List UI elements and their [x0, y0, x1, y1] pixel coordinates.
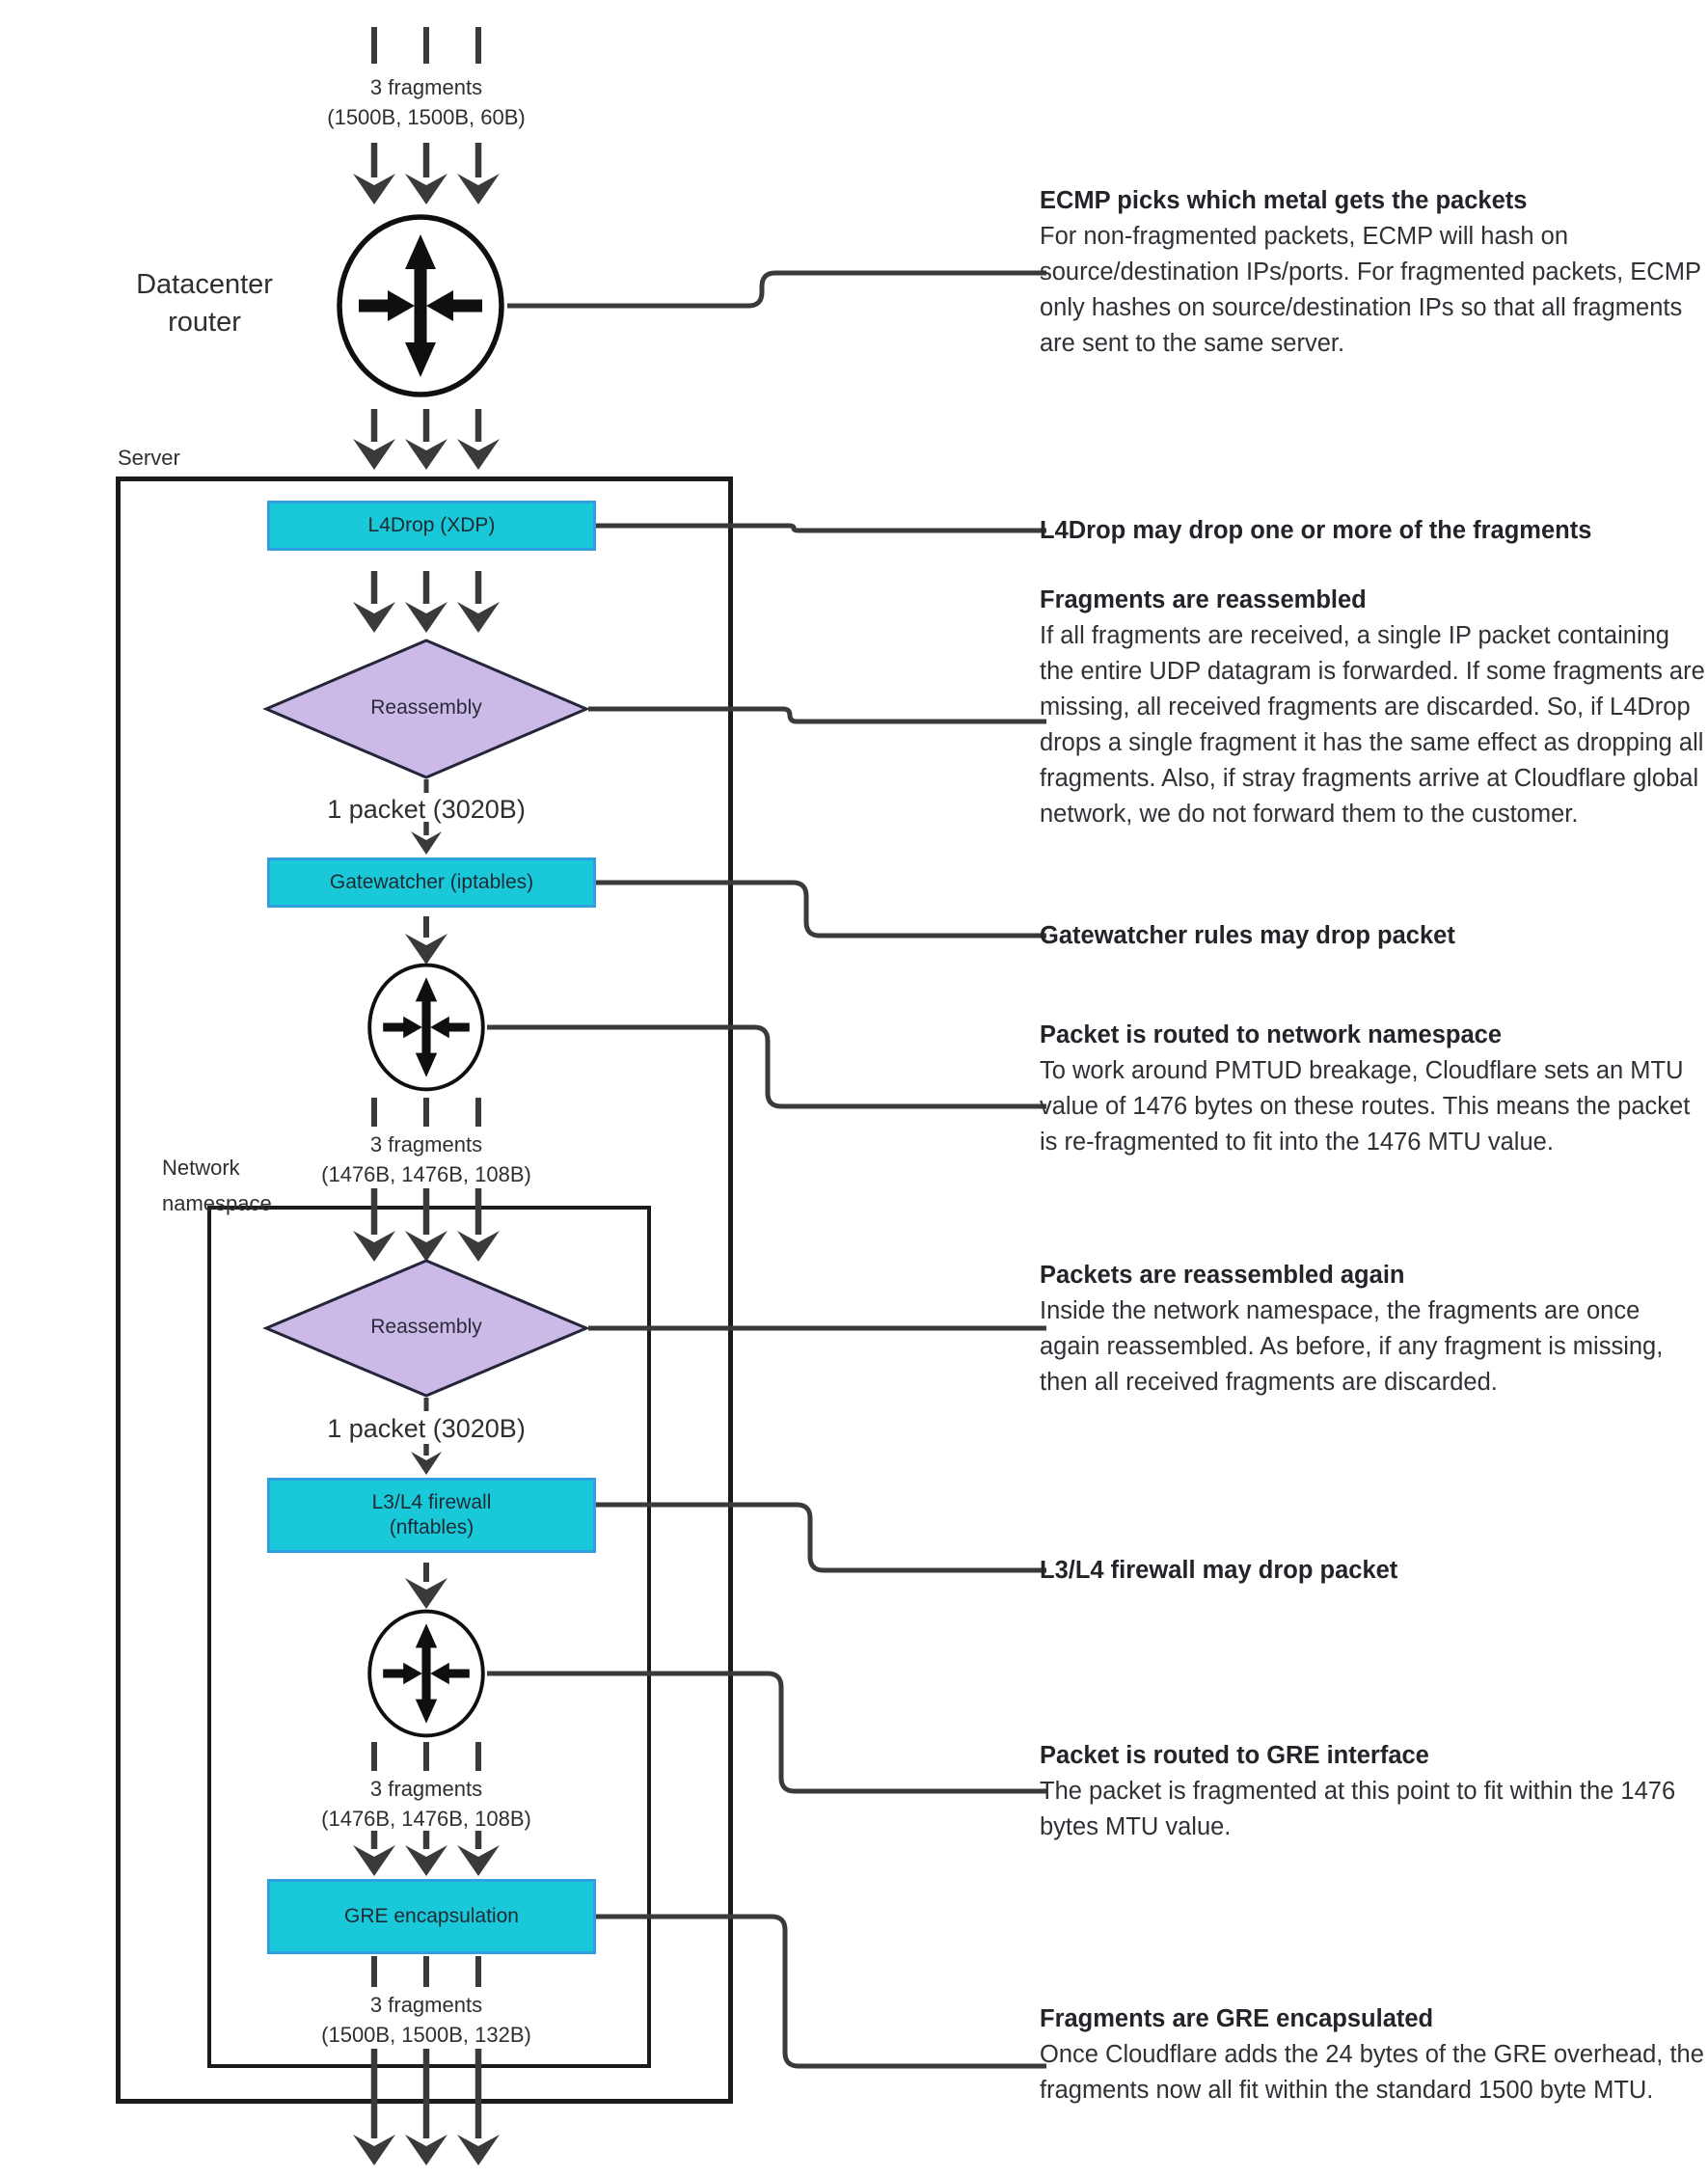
- packet-ticks-mid: [371, 1098, 481, 1127]
- gre-in-fragments-sizes: (1476B, 1476B, 108B): [321, 1807, 531, 1831]
- packet-arrow-to-netns-router: [405, 916, 447, 965]
- connector-gre-encap: [596, 1917, 1046, 2066]
- annotation-title: Fragments are GRE encapsulated: [1040, 2005, 1434, 2032]
- annotation-ecmp: [1040, 183, 1705, 362]
- l4drop-box: [267, 501, 596, 551]
- fragment-arrows-to-server: [353, 409, 500, 470]
- annotation-firewall: [1040, 1553, 1705, 1589]
- gre-box: [267, 1879, 596, 1954]
- server-label: Server: [118, 446, 180, 470]
- top-fragments-count: 3 fragments: [369, 75, 483, 99]
- connector-ecmp: [507, 273, 1046, 306]
- annotation-body: If all fragments are received, a single IP packet containing the entire UDP datagram is forwarded. If some fragments are missing, all received fragments are discarded. So, if L4Drop drops a single fragment it has the same effect as dropping all fragments. Also, if stray fragments arrive at Cloudflare global network, we do not forward them to the customer.: [1040, 622, 1705, 828]
- fragment-arrows-to-router: [353, 143, 500, 204]
- annotation-body: Inside the network namespace, the fragments are once again reassembled. As before, if any fragment is missing, then all received fragments are discarded.: [1040, 1297, 1664, 1396]
- network-namespace-label: Network namespace: [162, 1156, 272, 1215]
- annotation-title: Gatewatcher rules may drop packet: [1040, 922, 1455, 949]
- gatewatcher-box: [267, 857, 596, 908]
- mid-fragments-count: 3 fragments: [369, 1132, 483, 1157]
- annotation-gre-encap: [1040, 2001, 1705, 2109]
- annotation-title: Packet is routed to GRE interface: [1040, 1742, 1429, 1769]
- annotation-l4drop: [1040, 513, 1705, 549]
- packet-ticks-low: [371, 1742, 481, 1771]
- annotation-title: L4Drop may drop one or more of the fragments: [1040, 517, 1592, 544]
- firewall-box: [267, 1478, 596, 1553]
- routing-icon-2: [369, 1612, 483, 1736]
- bottom-fragments-count: 3 fragments: [369, 1993, 483, 2017]
- gatewatcher-label: Gatewatcher (iptables): [329, 871, 534, 893]
- annotation-gre-route: [1040, 1738, 1705, 1845]
- l4drop-label: L4Drop (XDP): [367, 514, 496, 536]
- annotation-body: The packet is fragmented at this point to fit within the 1476 bytes MTU value.: [1040, 1778, 1676, 1840]
- annotation-body: Once Cloudflare adds the 24 bytes of the GRE overhead, the fragments now all fit within the standard 1500 byte MTU.: [1040, 2041, 1704, 2104]
- annotation-title: Fragments are reassembled: [1040, 586, 1367, 613]
- datacenter-router-icon: [339, 217, 502, 395]
- packet-arrow-to-gre-router: [405, 1563, 447, 1609]
- reassembly2-label: Reassembly: [370, 1316, 482, 1338]
- annotation-title: Packet is routed to network namespace: [1040, 1021, 1502, 1048]
- annotation-body: For non-fragmented packets, ECMP will hash on source/destination IPs/ports. For fragmented packets, ECMP only hashes on source/destination IPs so that all fragments are sent to the same server.: [1040, 223, 1701, 357]
- top-fragments-sizes: (1500B, 1500B, 60B): [327, 105, 526, 129]
- annotation-reassembled-again: [1040, 1258, 1705, 1401]
- connector-gatewatcher: [594, 883, 1046, 936]
- annotation-title: Packets are reassembled again: [1040, 1262, 1405, 1289]
- fragment-arrows-exit: [353, 2049, 500, 2165]
- connector-l4drop: [594, 526, 1046, 531]
- annotation-netns-route: [1040, 1018, 1705, 1160]
- packet2-label: 1 packet (3020B): [327, 1414, 526, 1443]
- gre-in-fragments-count: 3 fragments: [369, 1777, 483, 1801]
- reassembly1-label: Reassembly: [370, 696, 482, 719]
- packet-arrow-to-firewall: [411, 1444, 442, 1475]
- bottom-fragments-sizes: (1500B, 1500B, 132B): [321, 2023, 531, 2047]
- connector-firewall: [594, 1505, 1046, 1570]
- annotation-body: To work around PMTUD breakage, Cloudflare sets an MTU value of 1476 bytes on these routes. This means the packet is re-fragmented to fit into the 1476 MTU value.: [1040, 1057, 1691, 1156]
- connector-reassembly1: [588, 709, 1046, 721]
- fragment-arrows-to-reassembly: [353, 571, 500, 633]
- fragment-arrows-into-namespace: [353, 1188, 500, 1262]
- firewall-label-line2: (nftables): [389, 1516, 474, 1538]
- gre-label: GRE encapsulation: [344, 1905, 519, 1927]
- firewall-label-line1: L3/L4 firewall: [371, 1491, 492, 1513]
- annotation-title: L3/L4 firewall may drop packet: [1040, 1557, 1398, 1584]
- connector-netns-route: [487, 1027, 1046, 1106]
- connector-gre-route: [487, 1674, 1046, 1791]
- annotation-gatewatcher: [1040, 918, 1705, 954]
- mid-fragments-sizes: (1476B, 1476B, 108B): [321, 1162, 531, 1186]
- diamond-stub-2: [424, 1398, 429, 1411]
- fragment-arrows-to-gre: [353, 1831, 500, 1876]
- annotation-title: ECMP picks which metal gets the packets: [1040, 187, 1528, 214]
- datacenter-router-label: Datacenter router: [136, 269, 273, 338]
- diamond-stub-1: [424, 779, 429, 793]
- annotation-reassembled: [1040, 583, 1705, 832]
- packet-arrow-to-gatewatcher: [411, 822, 442, 855]
- packet1-label: 1 packet (3020B): [327, 795, 526, 824]
- packet-ticks-top: [371, 27, 481, 64]
- gre-output-ticks: [371, 1956, 481, 1987]
- routing-icon-1: [369, 966, 483, 1090]
